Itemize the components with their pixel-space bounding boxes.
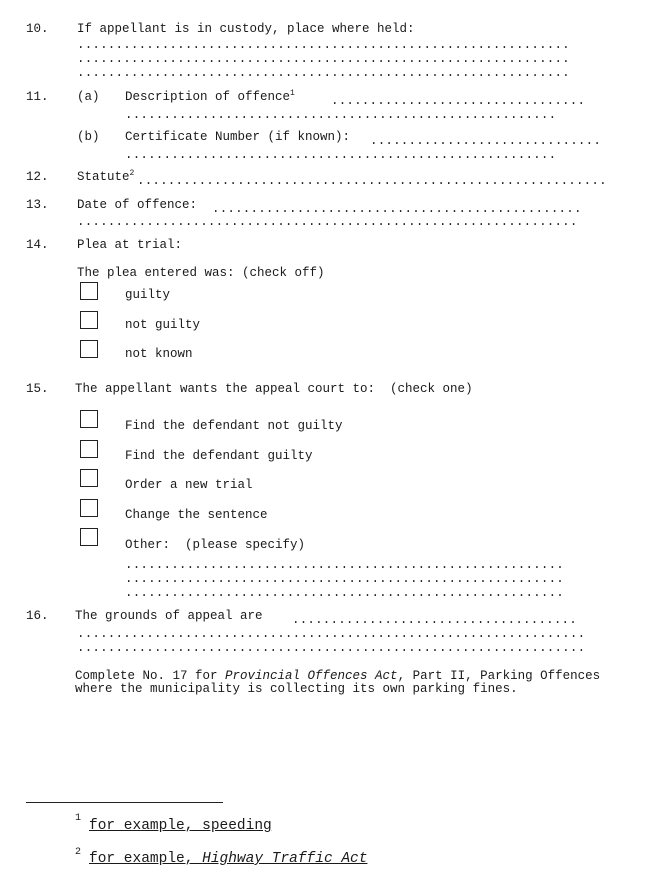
note-line-1: Complete No. 17 for Provincial Offences Act, Part II, Parking Offences [75,669,601,683]
item-number-10: 10. [26,22,49,36]
item-number-16: 16. [26,609,49,623]
certificate-number-line-1[interactable]: .............................. [370,134,602,148]
statute-line[interactable]: ............................................................. [137,174,607,188]
option-guilty-label: Find the defendant guilty [125,449,313,463]
option-guilty-checkbox[interactable] [80,440,98,458]
plea-not-guilty-checkbox[interactable] [80,311,98,329]
footnote-1-number: 1 [75,813,82,824]
other-specify-line-3[interactable]: ......................................................... [125,586,564,600]
offence-date-line-2[interactable]: ................................................................. [77,215,578,229]
item-number-15: 15. [26,382,49,396]
footnote-divider [26,802,223,803]
footnote-ref-1: 1 [290,89,295,98]
option-new-trial-label: Order a new trial [125,478,253,492]
appeal-request-label: The appellant wants the appeal court to: (check one) [75,382,473,396]
offence-description-line-1[interactable]: ................................. [331,94,586,108]
option-change-sentence-label: Change the sentence [125,508,268,522]
option-not-guilty-checkbox[interactable] [80,410,98,428]
item-number-11: 11. [26,90,49,104]
plea-label: Plea at trial: [77,238,183,252]
custody-line-1[interactable]: ................................................................ [77,38,570,52]
option-other-checkbox[interactable] [80,528,98,546]
grounds-line-3[interactable]: .................................................................. [77,641,586,655]
other-specify-line-1[interactable]: ......................................................... [125,558,564,572]
certificate-number-label: Certificate Number (if known): [125,130,351,144]
offence-date-line-1[interactable]: ................................................ [212,202,582,216]
item-number-14: 14. [26,238,49,252]
option-other-label: Other: (please specify) [125,538,306,552]
other-specify-line-2[interactable]: ......................................................... [125,572,564,586]
footnote-1-text: for example, speeding [89,818,272,834]
plea-not-known-checkbox[interactable] [80,340,98,358]
grounds-label: The grounds of appeal are [75,609,263,623]
plea-guilty-checkbox[interactable] [80,282,98,300]
plea-instructions: The plea entered was: (check off) [77,266,325,280]
item-number-13: 13. [26,198,49,212]
plea-not-guilty-label: not guilty [125,318,201,332]
item-11a-letter: (a) [77,90,100,104]
plea-not-known-label: not known [125,347,193,361]
offence-description-line-2[interactable]: ........................................................ [125,108,557,122]
note-line-2: where the municipality is collecting its own parking fines. [75,682,518,696]
custody-label: If appellant is in custody, place where held: [77,22,415,36]
plea-guilty-label: guilty [125,288,171,302]
item-11b-letter: (b) [77,130,100,144]
footnote-2-text: for example, Highway Traffic Act [89,851,368,867]
option-new-trial-checkbox[interactable] [80,469,98,487]
certificate-number-line-2[interactable]: ........................................................ [125,148,557,162]
custody-line-2[interactable]: ................................................................ [77,52,570,66]
custody-line-3[interactable]: ................................................................ [77,66,570,80]
grounds-line-2[interactable]: .................................................................. [77,627,586,641]
grounds-line-1[interactable]: ..................................... [292,613,577,627]
statute-label: Statute$^2$ [77,169,135,184]
footnote-ref-2: 2 [129,169,135,178]
footnote-2-number: 2 [75,847,82,858]
item-number-12: 12. [26,170,49,184]
offence-date-label: Date of offence: [77,198,198,212]
option-change-sentence-checkbox[interactable] [80,499,98,517]
offence-description-label: Description of offence$^1$ [125,89,295,104]
option-not-guilty-label: Find the defendant not guilty [125,419,343,433]
